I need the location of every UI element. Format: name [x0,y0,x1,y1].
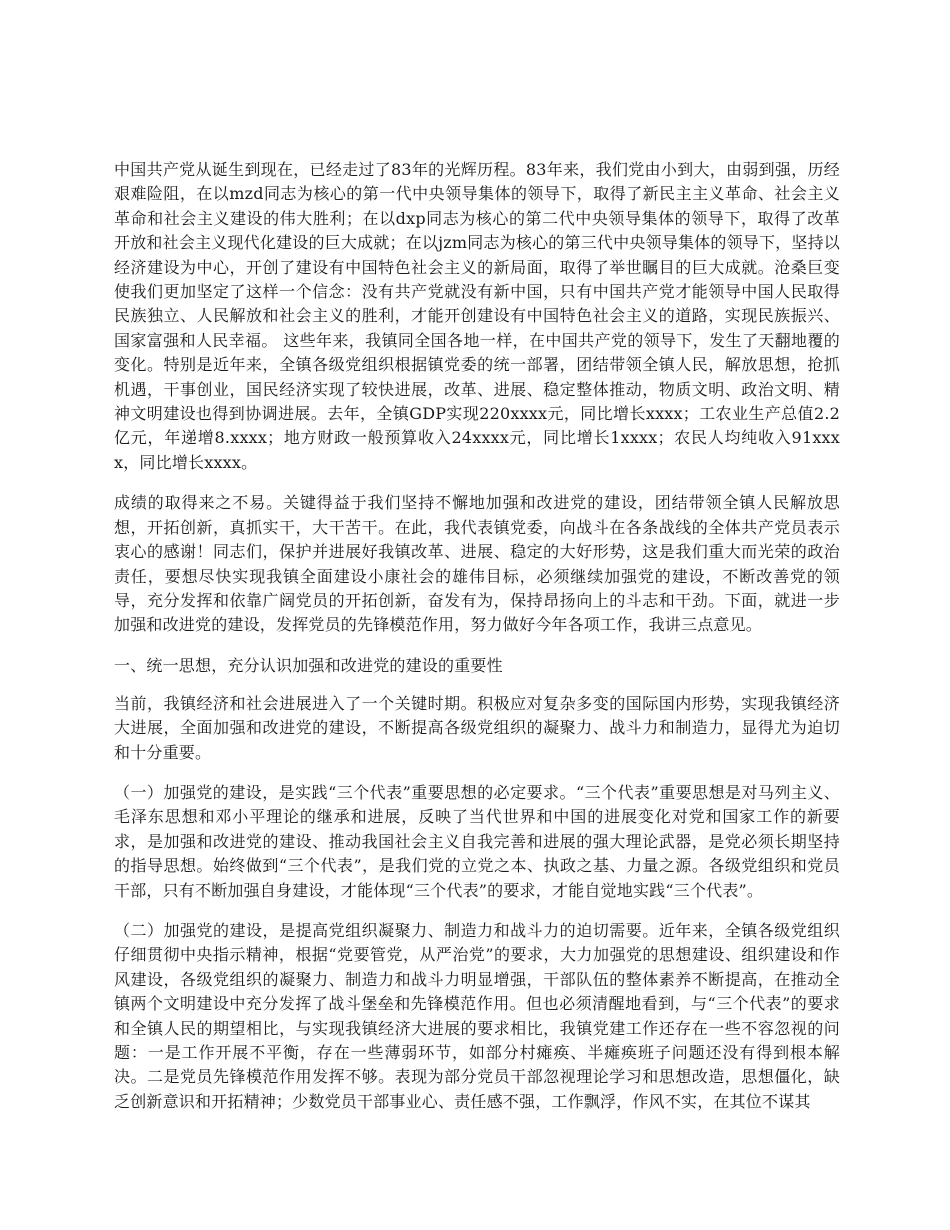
section-heading-1: 一、统一思想，充分认识加强和改进党的建设的重要性 [114,655,503,675]
paragraph-achievements: 中国共产党从诞生到现在，已经走过了83年的光辉历程。83年来，我们党由小到大，由弱到强，历经艰难险阻，在以mzd同志为核心的第一代中央领导集体的领导下，取得了新民主主义革命、社会主义革命和社会主义建设的伟大胜利；在以dxp同志为核心的第二代中央领导集体的领导下，取得了改革开放和社会主义现代化建设的巨大成就；在以jzm同志为核心的第三代中央领导集体的领导下，坚持以经济建设为中心，开创了建设有中国特色社会主义的新局面，取得了举世瞩目的巨大成就。沧桑巨变使我们更加坚定了这样一个信念：没有共产党就没有新中国，只有中国共产党才能领导中国人民取得民族独立、人民解放和社会主义的胜利，才能开创建设有中国特色社会主义的道路，实现民族振兴、国家富强和人民幸福。 这些年来，我镇同全国各地一样，在中国共产党的领导下，发生了天翻地覆的变化。特别是近年来，全镇各级党组织根据镇党委的统一部署，团结带领全镇人民，解放思想，抢抓机遇，干事创业，国民经济实现了较快进展，改革、进展、稳定整体推动，物质文明、政治文明、精神文明建设也得到协调进展。去年，全镇GDP实现220xxxx元，同比增长xxxx；工农业生产总值2.2亿元，年递增8.xxxx；地方财政一般预算收入24xxxx元，同比增长1xxxx；农民人均纯收入91xxxx，同比增长xxxx。 [114,160,840,472]
paragraph-gratitude: 成绩的取得来之不易。关键得益于我们坚持不懈地加强和改进党的建设，团结带领全镇人民解放思想，开拓创新，真抓实干，大干苦干。在此，我代表镇党委，向战斗在各条战线的全体共产党员表示衷心的感谢！同志们，保护并进展好我镇改革、进展、稳定的大好形势，这是我们重大而光荣的政治责任，要想尽快实现我镇全面建设小康社会的雄伟目标，必须继续加强党的建设，不断改善党的领导，充分发挥和依靠广阔党员的开拓创新，奋发有为，保持昂扬向上的斗志和干劲。下面，就进一步加强和改进党的建设，发挥党员的先锋模范作用，努力做好今年各项工作，我讲三点意见。 [114,493,840,635]
document-page [114,158,840,1130]
paragraph-point-one: （一）加强党的建设，是实践“三个代表”重要思想的必定要求。“三个代表”重要思想是对马列主义、毛泽东思想和邓小平理论的继承和进展，反映了当代世界和中国的进展变化对党和国家工作的新要求，是加强和改进党的建设、推动我国社会主义自我完善和进展的强大理论武器，是党必须长期坚持的指导思想。始终做到“三个代表”，是我们党的立党之本、执政之基、力量之源。各级党组织和党员干部，只有不断加强自身建设，才能体现“三个代表”的要求，才能自觉地实践“三个代表”。 [114,782,840,900]
paragraph-current-situation: 当前，我镇经济和社会进展进入了一个关键时期。积极应对复杂多变的国际国内形势，实现我镇经济大进展，全面加强和改进党的建设，不断提高各级党组织的凝聚力、战斗力和制造力，显得尤为迫切和十分重要。 [114,693,840,762]
paragraph-point-two: （二）加强党的建设，是提高党组织凝聚力、制造力和战斗力的迫切需要。近年来，全镇各级党组织仔细贯彻中央指示精神，根据“党要管党，从严治党”的要求，大力加强党的思想建设、组织建设和作风建设，各级党组织的凝聚力、制造力和战斗力明显增强，干部队伍的整体素养不断提高，在推动全镇两个文明建设中充分发挥了战斗堡垒和先锋模范作用。但也必须清醒地看到，与“三个代表”的要求和全镇人民的期望相比，与实现我镇经济大进展的要求相比，我镇党建工作还存在一些不容忽视的问题：一是工作开展不平衡，存在一些薄弱环节，如部分村瘫痪、半瘫痪班子问题还没有得到根本解决。二是党员先锋模范作用发挥不够。表现为部分党员干部忽视理论学习和思想改造，思想僵化，缺乏创新意识和开拓精神；少数党员干部事业心、责任感不强，工作飘浮，作风不实，在其位不谋其 [114,920,840,1111]
